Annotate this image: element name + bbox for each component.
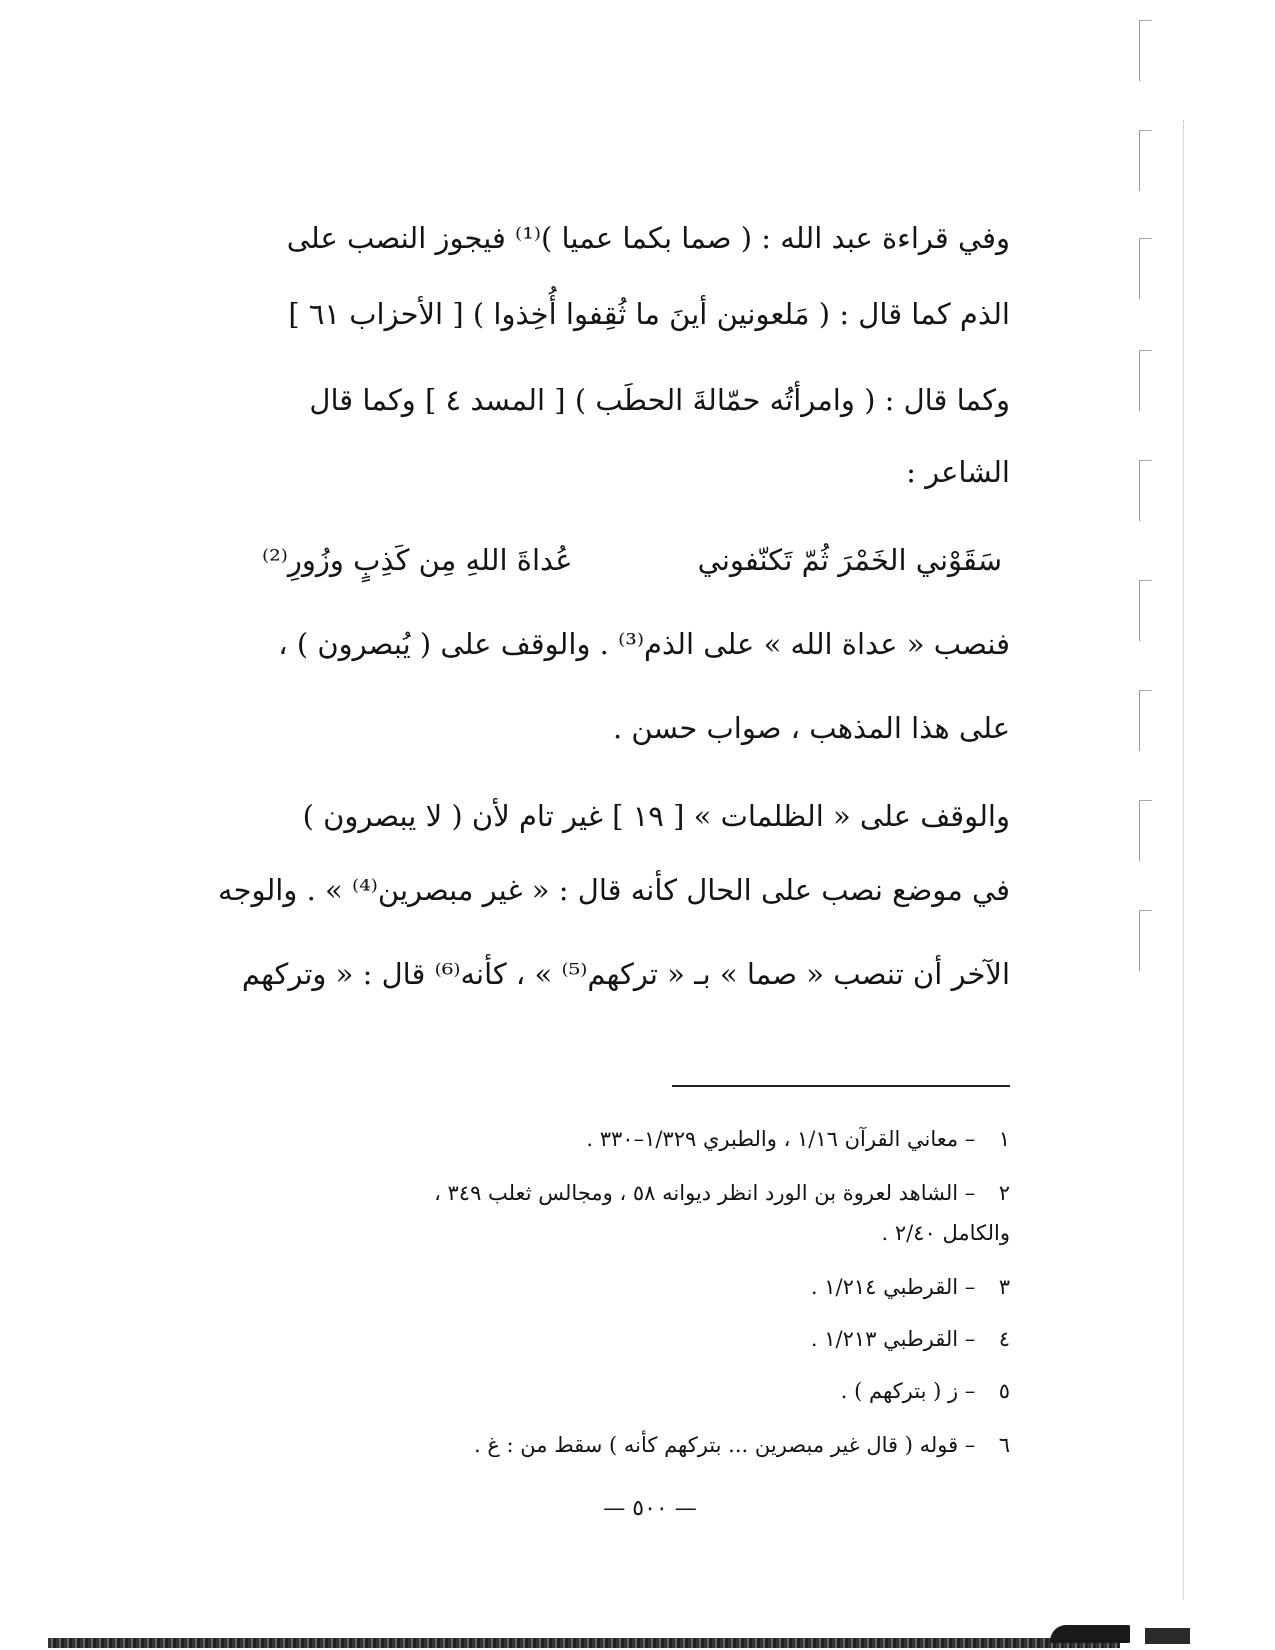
scan-edge-mark bbox=[1139, 910, 1152, 971]
body-line-5: فنصب « عداة الله » على الذم⁽³⁾ . والوقف على ( يُبصرون ) ، bbox=[278, 627, 1010, 661]
body-line-1: وفي قراءة عبد الله : ( صما بكما عميا )⁽¹⁾ فيجوز النصب على bbox=[286, 221, 1010, 255]
scan-edge-mark bbox=[1139, 20, 1152, 81]
body-line-8: في موضع نصب على الحال كأنه قال : « غير مبصرين⁽⁴⁾ » . والوجه bbox=[218, 873, 1010, 907]
scan-bottom-smudge bbox=[1050, 1625, 1130, 1643]
footnote-3 bbox=[250, 1272, 1010, 1302]
scan-bottom-smudge bbox=[1145, 1628, 1190, 1644]
footnote-number: ٢ bbox=[998, 1181, 1010, 1205]
scan-edge-mark bbox=[1139, 690, 1152, 751]
scan-edge-dots bbox=[1183, 120, 1185, 1600]
footnote-2-continuation: والكامل ٢/٤٠ . bbox=[881, 1221, 1010, 1245]
scan-edge-mark bbox=[1139, 238, 1152, 299]
footnote-number: ٦ bbox=[998, 1433, 1010, 1457]
page-number: — ٥٠٠ — bbox=[603, 1496, 697, 1521]
scan-edge-mark bbox=[1139, 800, 1152, 861]
scan-edge-mark bbox=[1139, 130, 1152, 191]
footnote-text: – القرطبي ١/٢١٣ . bbox=[810, 1327, 976, 1351]
scan-edge-mark bbox=[1139, 460, 1152, 521]
footnote-text: – ز ( بتركهم ) . bbox=[840, 1379, 976, 1403]
scan-edge-mark bbox=[1139, 580, 1152, 641]
footnote-text: – القرطبي ١/٢١٤ . bbox=[810, 1275, 976, 1299]
body-line-2: الذم كما قال : ( مَلعونين أينَ ما ثُقِفوا أُخِذوا ) [ الأحزاب ٦١ ] bbox=[288, 297, 1010, 331]
footnote-number: ١ bbox=[998, 1127, 1010, 1151]
footnote-number: ٤ bbox=[998, 1327, 1010, 1351]
footnote-2 bbox=[250, 1178, 1010, 1208]
footnote-separator bbox=[672, 1085, 1010, 1087]
body-line-6: على هذا المذهب ، صواب حسن . bbox=[612, 711, 1010, 745]
verse-first-hemistich: سَقَوْني الخَمْرَ ثُمّ تَكنّفوني bbox=[697, 543, 1002, 577]
footnote-text: – قوله ( قال غير مبصرين ... بتركهم كأنه ) سقط من : غ . bbox=[473, 1433, 976, 1457]
footnote-1 bbox=[250, 1124, 1010, 1154]
scan-bottom-band bbox=[48, 1638, 1120, 1648]
footnote-5 bbox=[250, 1376, 1010, 1406]
body-line-3: وكما قال : ( وامرأتُه حمّالةَ الحطَب ) [ المسد ٤ ] وكما قال bbox=[309, 383, 1010, 417]
footnote-number: ٣ bbox=[998, 1275, 1010, 1299]
footnote-text: – معاني القرآن ١/١٦ ، والطبري ١/٣٢٩–٣٣٠ . bbox=[586, 1127, 976, 1151]
scan-edge-artifact bbox=[1139, 0, 1155, 1650]
footnote-4 bbox=[250, 1324, 1010, 1354]
footnote-number: ٥ bbox=[998, 1379, 1010, 1403]
footnote-6 bbox=[250, 1430, 1010, 1460]
poetry-verse bbox=[262, 540, 1002, 580]
verse-second-hemistich: عُداةَ اللهِ مِن كَذِبٍ وزُورِ⁽²⁾ bbox=[262, 543, 573, 577]
body-line-9: الآخر أن تنصب « صما » بـ « تركهم⁽⁵⁾ » ، كأنه⁽⁶⁾ قال : « وتركهم bbox=[241, 957, 1010, 991]
footnote-text: – الشاهد لعروة بن الورد انظر ديوانه ٥٨ ، ومجالس ثعلب ٣٤٩ ، bbox=[434, 1181, 976, 1205]
scan-edge-mark bbox=[1139, 350, 1152, 411]
body-line-4: الشاعر : bbox=[906, 455, 1010, 489]
body-line-7: والوقف على « الظلمات » [ ١٩ ] غير تام لأن ( لا يبصرون ) bbox=[302, 799, 1010, 833]
